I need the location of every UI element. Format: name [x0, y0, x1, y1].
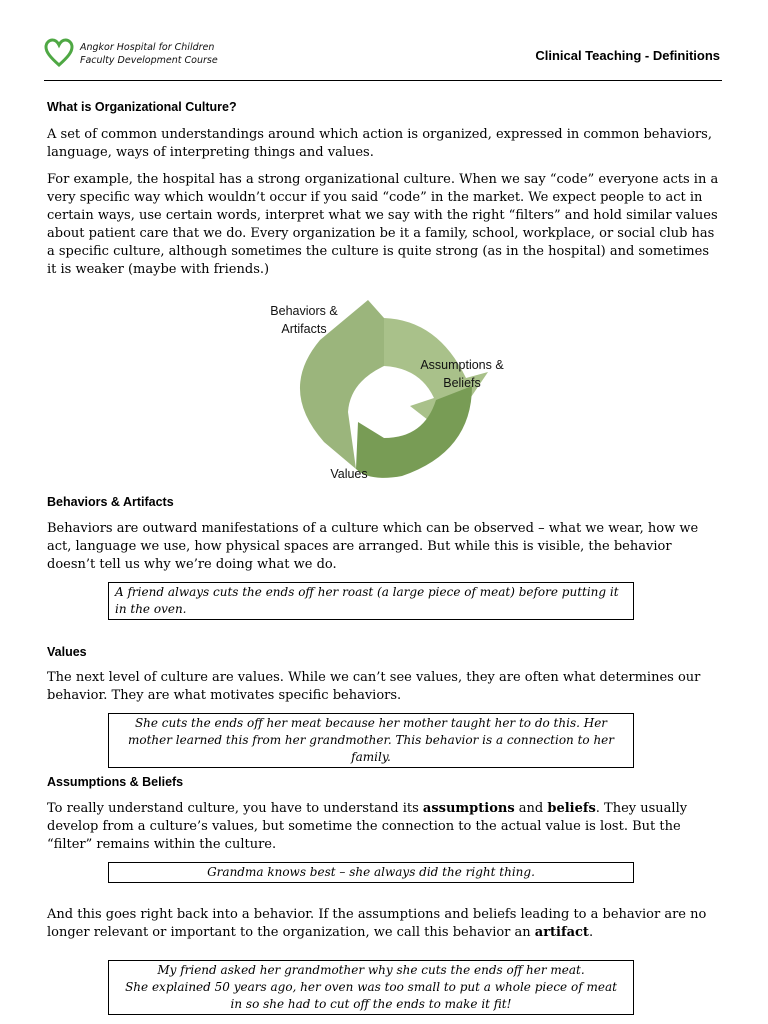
label-values: Values — [330, 467, 368, 481]
final-example-line-1: My friend asked her grandmother why she cuts the ends off her meat. — [157, 963, 585, 977]
label-behaviors-artifacts: Behaviors & Artifacts — [270, 304, 338, 336]
values-example-box: She cuts the ends off her meat because her mother taught her to do this. Her mother learned this from her grandmother. This behavior is a connection to her family. — [108, 713, 634, 768]
example-paragraph: For example, the hospital has a strong organizational culture. When we say “code” everyone acts in a very specific way which wouldn’t occur if you said “code” in the market. We expect people to act in certain ways, use certain words, interpret what we say with the right “filters” and hold similar values about patient care that we do. Every organization be it a family, school, workplace, or social club has a specific culture, although sometimes the culture is quite strong (as in the hospital) and sometimes it is weaker (maybe with friends.) — [47, 172, 719, 277]
assumptions-text-c: . They usually develop from a culture’s values, but sometime the connection to the actual value is lost. But the “filter” remains within the culture. — [47, 801, 688, 852]
assumptions-text-b: and — [514, 801, 548, 816]
logo-line-1: Angkor Hospital for Children — [80, 42, 215, 53]
values-paragraph: The next level of culture are values. While we can’t see values, they are often what determines our behavior. They are what motivates specific behaviors. — [47, 670, 701, 703]
assumptions-example-box: Grandma knows best – she always did the right thing. — [108, 862, 634, 883]
page-header — [44, 36, 722, 81]
heading-organizational-culture: What is Organizational Culture? — [47, 100, 237, 114]
artifact-bold-word: artifact — [534, 925, 589, 940]
culture-cycle-diagram — [260, 282, 520, 490]
assumptions-bold-word: assumptions — [422, 801, 515, 816]
final-example-line-2: She explained 50 years ago, her oven was too small to put a whole piece of meat in so she had to cut off the ends to make it fit! — [125, 980, 617, 1011]
definition-paragraph: A set of common understandings around which action is organized, expressed in common behaviors, language, ways of interpreting things and values. — [47, 127, 712, 160]
artifact-text-b: . — [588, 925, 594, 940]
logo-line-2: Faculty Development Course — [80, 55, 218, 66]
heading-behaviors-artifacts: Behaviors & Artifacts — [47, 495, 174, 509]
artifact-paragraph — [47, 906, 722, 942]
logo-text — [80, 41, 218, 67]
final-example-box — [108, 960, 634, 1015]
beliefs-bold-word: beliefs — [547, 801, 596, 816]
assumptions-paragraph — [47, 800, 722, 854]
behaviors-example-box: A friend always cuts the ends off her roast (a large piece of meat) before putting it in the oven. — [108, 582, 634, 620]
label-assumptions-beliefs: Assumptions & Beliefs — [420, 358, 504, 390]
heart-logo-icon — [44, 38, 74, 68]
heading-values: Values — [47, 645, 87, 659]
artifact-text-a: And this goes right back into a behavior. If the assumptions and beliefs leading to a behavior are no longer relevant or important to the organization, we call this behavior an — [47, 907, 707, 940]
heading-assumptions-beliefs: Assumptions & Beliefs — [47, 775, 184, 789]
assumptions-text-a: To really understand culture, you have to understand its — [47, 801, 423, 816]
document-title: Clinical Teaching - Definitions — [535, 48, 720, 63]
behaviors-paragraph: Behaviors are outward manifestations of a culture which can be observed – what we wear, how we act, language we use, how physical spaces are arranged. But while this is visible, the behavior doesn’t tell us why we’re doing what we do. — [47, 521, 699, 572]
